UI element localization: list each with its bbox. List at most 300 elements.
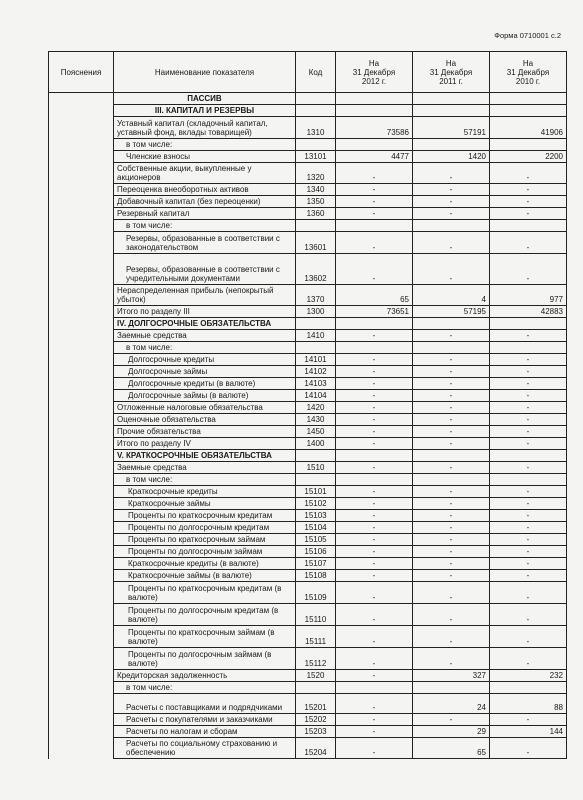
indicator-name-cell: Кредиторская задолженность xyxy=(114,670,296,682)
table-row xyxy=(49,438,567,450)
value-cell-2010: - xyxy=(490,486,567,498)
value-cell-2010: 41906 xyxy=(490,117,567,139)
indicator-name-cell: Расчеты с поставщиками и подрядчиками xyxy=(114,694,296,714)
table-row xyxy=(49,285,567,306)
indicator-name-cell: Резервы, образованные в соответствии с учредительными документами xyxy=(114,254,296,285)
notes-cell xyxy=(49,151,114,163)
value-cell-2010 xyxy=(490,139,567,151)
notes-cell xyxy=(49,626,114,648)
table-row xyxy=(49,474,567,486)
code-cell: 15204 xyxy=(296,738,336,759)
value-cell-2011: 4 xyxy=(413,285,490,306)
indicator-name-cell: Краткосрочные кредиты (в валюте) xyxy=(114,558,296,570)
code-cell: 15112 xyxy=(296,648,336,670)
table-row xyxy=(49,390,567,402)
code-cell: 15111 xyxy=(296,626,336,648)
value-cell-2011: - xyxy=(413,184,490,196)
value-cell-2010 xyxy=(490,105,567,117)
table-row xyxy=(49,163,567,184)
notes-cell xyxy=(49,694,114,714)
table-row xyxy=(49,208,567,220)
notes-cell xyxy=(49,232,114,254)
value-cell-2011: - xyxy=(413,714,490,726)
value-cell-2011 xyxy=(413,139,490,151)
value-cell-2010: - xyxy=(490,438,567,450)
table-row xyxy=(49,510,567,522)
table-row xyxy=(49,558,567,570)
indicator-name-cell: Проценты по долгосрочным кредитам xyxy=(114,522,296,534)
notes-cell xyxy=(49,184,114,196)
indicator-name-cell: Краткосрочные займы xyxy=(114,498,296,510)
value-cell-2012: - xyxy=(336,184,413,196)
code-cell xyxy=(296,93,336,105)
notes-cell xyxy=(49,438,114,450)
table-row xyxy=(49,714,567,726)
code-cell xyxy=(296,105,336,117)
table-row xyxy=(49,626,567,648)
value-cell-2012: - xyxy=(336,426,413,438)
value-cell-2011: - xyxy=(413,366,490,378)
value-cell-2012: - xyxy=(336,330,413,342)
table-row xyxy=(49,534,567,546)
value-cell-2011: - xyxy=(413,438,490,450)
value-cell-2012: - xyxy=(336,378,413,390)
notes-cell xyxy=(49,522,114,534)
value-cell-2010: - xyxy=(490,330,567,342)
code-cell: 15201 xyxy=(296,694,336,714)
table-row xyxy=(49,582,567,604)
table-row xyxy=(49,318,567,330)
indicator-name-cell: Проценты по долгосрочным займам xyxy=(114,546,296,558)
indicator-name-cell: Итого по разделу IV xyxy=(114,438,296,450)
indicator-name-cell: Резервный капитал xyxy=(114,208,296,220)
indicator-name-cell: Расчеты по социальному страхованию и обеспечению xyxy=(114,738,296,759)
value-cell-2012: - xyxy=(336,438,413,450)
notes-cell xyxy=(49,498,114,510)
indicator-name-cell: Переоценка внеоборотных активов xyxy=(114,184,296,196)
value-cell-2010: - xyxy=(490,208,567,220)
indicator-name-cell: Оценочные обязательства xyxy=(114,414,296,426)
table-row xyxy=(49,93,567,105)
table-row xyxy=(49,648,567,670)
value-cell-2010: - xyxy=(490,366,567,378)
value-cell-2010: - xyxy=(490,604,567,626)
indicator-name-cell: Долгосрочные кредиты (в валюте) xyxy=(114,378,296,390)
value-cell-2010: - xyxy=(490,462,567,474)
code-cell: 1430 xyxy=(296,414,336,426)
value-cell-2011 xyxy=(413,318,490,330)
table-row xyxy=(49,330,567,342)
notes-cell xyxy=(49,558,114,570)
value-cell-2010: 2200 xyxy=(490,151,567,163)
value-cell-2010: - xyxy=(490,184,567,196)
value-cell-2012: 4477 xyxy=(336,151,413,163)
code-cell: 14103 xyxy=(296,378,336,390)
indicator-name-cell: Краткосрочные займы (в валюте) xyxy=(114,570,296,582)
code-cell: 14104 xyxy=(296,390,336,402)
value-cell-2011: - xyxy=(413,510,490,522)
value-cell-2012: - xyxy=(336,414,413,426)
code-cell: 15109 xyxy=(296,582,336,604)
notes-cell xyxy=(49,570,114,582)
code-cell: 15107 xyxy=(296,558,336,570)
code-cell: 15102 xyxy=(296,498,336,510)
code-cell: 1520 xyxy=(296,670,336,682)
value-cell-2010: - xyxy=(490,534,567,546)
value-cell-2010: - xyxy=(490,163,567,184)
notes-cell xyxy=(49,330,114,342)
value-cell-2010: - xyxy=(490,378,567,390)
value-cell-2011: - xyxy=(413,570,490,582)
value-cell-2010: - xyxy=(490,498,567,510)
indicator-name-cell: ПАССИВ xyxy=(114,93,296,105)
value-cell-2011: - xyxy=(413,648,490,670)
notes-cell xyxy=(49,738,114,759)
table-row xyxy=(49,254,567,285)
code-cell: 14101 xyxy=(296,354,336,366)
notes-cell xyxy=(49,682,114,694)
value-cell-2012: - xyxy=(336,486,413,498)
table-row xyxy=(49,117,567,139)
table-row xyxy=(49,139,567,151)
code-cell xyxy=(296,220,336,232)
value-cell-2012 xyxy=(336,682,413,694)
value-cell-2012 xyxy=(336,450,413,462)
header-2011: На 31 Декабря 2011 г. xyxy=(413,52,490,93)
code-cell: 13601 xyxy=(296,232,336,254)
value-cell-2011: - xyxy=(413,208,490,220)
indicator-name-cell: Добавочный капитал (без переоценки) xyxy=(114,196,296,208)
value-cell-2012: - xyxy=(336,366,413,378)
notes-cell xyxy=(49,414,114,426)
value-cell-2011: 29 xyxy=(413,726,490,738)
notes-cell xyxy=(49,604,114,626)
value-cell-2012: - xyxy=(336,163,413,184)
value-cell-2012 xyxy=(336,474,413,486)
indicator-name-cell: Нераспределенная прибыль (непокрытый убыток) xyxy=(114,285,296,306)
value-cell-2010: 232 xyxy=(490,670,567,682)
value-cell-2011: - xyxy=(413,426,490,438)
code-cell: 15101 xyxy=(296,486,336,498)
table-row xyxy=(49,462,567,474)
value-cell-2011 xyxy=(413,93,490,105)
indicator-name-cell: Проценты по краткосрочным займам xyxy=(114,534,296,546)
value-cell-2012: 73651 xyxy=(336,306,413,318)
code-cell: 15104 xyxy=(296,522,336,534)
code-cell: 1510 xyxy=(296,462,336,474)
code-cell: 15202 xyxy=(296,714,336,726)
table-row xyxy=(49,670,567,682)
value-cell-2010: - xyxy=(490,510,567,522)
value-cell-2012: - xyxy=(336,462,413,474)
table-row xyxy=(49,366,567,378)
indicator-name-cell: Проценты по краткосрочным кредитам xyxy=(114,510,296,522)
table-row xyxy=(49,522,567,534)
table-row xyxy=(49,570,567,582)
code-cell: 13602 xyxy=(296,254,336,285)
indicator-name-cell: в том числе: xyxy=(114,474,296,486)
form-number-label: Форма 0710001 с.2 xyxy=(494,31,561,40)
value-cell-2011: 1420 xyxy=(413,151,490,163)
notes-cell xyxy=(49,714,114,726)
notes-cell xyxy=(49,254,114,285)
value-cell-2012: - xyxy=(336,558,413,570)
indicator-name-cell: Отложенные налоговые обязательства xyxy=(114,402,296,414)
value-cell-2011 xyxy=(413,220,490,232)
value-cell-2012: - xyxy=(336,546,413,558)
indicator-name-cell: Уставный капитал (складочный капитал, уставный фонд, вклады товарищей) xyxy=(114,117,296,139)
value-cell-2011 xyxy=(413,450,490,462)
table-row xyxy=(49,426,567,438)
code-cell xyxy=(296,342,336,354)
value-cell-2011: - xyxy=(413,163,490,184)
code-cell: 1400 xyxy=(296,438,336,450)
indicator-name-cell: в том числе: xyxy=(114,139,296,151)
value-cell-2010: - xyxy=(490,558,567,570)
indicator-name-cell: Итого по разделу III xyxy=(114,306,296,318)
code-cell: 15106 xyxy=(296,546,336,558)
indicator-name-cell: Долгосрочные кредиты xyxy=(114,354,296,366)
notes-cell xyxy=(49,474,114,486)
notes-cell xyxy=(49,510,114,522)
value-cell-2010: 42883 xyxy=(490,306,567,318)
code-cell xyxy=(296,474,336,486)
value-cell-2010 xyxy=(490,93,567,105)
indicator-name-cell: IV. ДОЛГОСРОЧНЫЕ ОБЯЗАТЕЛЬСТВА xyxy=(114,318,296,330)
value-cell-2010: - xyxy=(490,402,567,414)
code-cell: 15108 xyxy=(296,570,336,582)
table-row xyxy=(49,738,567,759)
code-cell xyxy=(296,318,336,330)
value-cell-2011: 57191 xyxy=(413,117,490,139)
header-code: Код xyxy=(296,52,336,93)
value-cell-2010 xyxy=(490,450,567,462)
notes-cell xyxy=(49,486,114,498)
table-row xyxy=(49,196,567,208)
table-header-row xyxy=(49,52,567,93)
indicator-name-cell: Расчеты с покупателями и заказчиками xyxy=(114,714,296,726)
code-cell: 15110 xyxy=(296,604,336,626)
value-cell-2011: - xyxy=(413,546,490,558)
notes-cell xyxy=(49,105,114,117)
notes-cell xyxy=(49,402,114,414)
table-row xyxy=(49,354,567,366)
value-cell-2010: - xyxy=(490,570,567,582)
value-cell-2011 xyxy=(413,342,490,354)
indicator-name-cell: Краткосрочные кредиты xyxy=(114,486,296,498)
code-cell: 1300 xyxy=(296,306,336,318)
value-cell-2011 xyxy=(413,474,490,486)
header-notes: Пояснения xyxy=(49,52,114,93)
notes-cell xyxy=(49,390,114,402)
notes-cell xyxy=(49,196,114,208)
value-cell-2010: - xyxy=(490,546,567,558)
notes-cell xyxy=(49,648,114,670)
table-row xyxy=(49,184,567,196)
table-row xyxy=(49,694,567,714)
code-cell: 1420 xyxy=(296,402,336,414)
value-cell-2010 xyxy=(490,474,567,486)
value-cell-2011: - xyxy=(413,486,490,498)
value-cell-2012 xyxy=(336,93,413,105)
notes-cell xyxy=(49,378,114,390)
indicator-name-cell: Проценты по долгосрочным кредитам (в валюте) xyxy=(114,604,296,626)
indicator-name-cell: Проценты по краткосрочным кредитам (в валюте) xyxy=(114,582,296,604)
value-cell-2011: - xyxy=(413,254,490,285)
code-cell xyxy=(296,682,336,694)
indicator-name-cell: Заемные средства xyxy=(114,462,296,474)
value-cell-2010 xyxy=(490,682,567,694)
notes-cell xyxy=(49,726,114,738)
value-cell-2012: - xyxy=(336,570,413,582)
value-cell-2011: - xyxy=(413,558,490,570)
value-cell-2010: - xyxy=(490,354,567,366)
indicator-name-cell: в том числе: xyxy=(114,220,296,232)
notes-cell xyxy=(49,139,114,151)
table-row xyxy=(49,498,567,510)
value-cell-2012: - xyxy=(336,648,413,670)
code-cell: 1410 xyxy=(296,330,336,342)
value-cell-2011: - xyxy=(413,582,490,604)
value-cell-2011: - xyxy=(413,626,490,648)
value-cell-2012 xyxy=(336,139,413,151)
code-cell: 1320 xyxy=(296,163,336,184)
code-cell xyxy=(296,450,336,462)
table-row xyxy=(49,232,567,254)
indicator-name-cell: Проценты по краткосрочным займам (в валюте) xyxy=(114,626,296,648)
value-cell-2010: - xyxy=(490,522,567,534)
value-cell-2010: - xyxy=(490,648,567,670)
table-row xyxy=(49,486,567,498)
value-cell-2012: 73586 xyxy=(336,117,413,139)
table-row xyxy=(49,402,567,414)
value-cell-2011: - xyxy=(413,232,490,254)
value-cell-2012: - xyxy=(336,738,413,759)
code-cell: 1310 xyxy=(296,117,336,139)
indicator-name-cell: Прочие обязательства xyxy=(114,426,296,438)
value-cell-2012: - xyxy=(336,196,413,208)
header-2010: На 31 Декабря 2010 г. xyxy=(490,52,567,93)
value-cell-2012: - xyxy=(336,510,413,522)
header-indicator-name: Наименование показателя xyxy=(114,52,296,93)
notes-cell xyxy=(49,670,114,682)
value-cell-2010: - xyxy=(490,232,567,254)
table-row xyxy=(49,682,567,694)
table-row xyxy=(49,450,567,462)
notes-cell xyxy=(49,220,114,232)
value-cell-2012: - xyxy=(336,670,413,682)
notes-cell xyxy=(49,366,114,378)
value-cell-2012: - xyxy=(336,402,413,414)
notes-cell xyxy=(49,450,114,462)
table-row xyxy=(49,105,567,117)
notes-cell xyxy=(49,117,114,139)
indicator-name-cell: в том числе: xyxy=(114,342,296,354)
notes-cell xyxy=(49,462,114,474)
table-row xyxy=(49,151,567,163)
header-2012: На 31 Декабря 2012 г. xyxy=(336,52,413,93)
value-cell-2012 xyxy=(336,342,413,354)
value-cell-2010: - xyxy=(490,426,567,438)
table-row xyxy=(49,220,567,232)
value-cell-2011: - xyxy=(413,390,490,402)
value-cell-2012: - xyxy=(336,498,413,510)
indicator-name-cell: в том числе: xyxy=(114,682,296,694)
value-cell-2012: - xyxy=(336,522,413,534)
value-cell-2011: - xyxy=(413,354,490,366)
notes-cell xyxy=(49,342,114,354)
notes-cell xyxy=(49,582,114,604)
value-cell-2011: 327 xyxy=(413,670,490,682)
code-cell: 1360 xyxy=(296,208,336,220)
notes-cell xyxy=(49,93,114,105)
table-body xyxy=(49,93,567,759)
value-cell-2012: - xyxy=(336,694,413,714)
indicator-name-cell: V. КРАТКОСРОЧНЫЕ ОБЯЗАТЕЛЬСТВА xyxy=(114,450,296,462)
value-cell-2010: 977 xyxy=(490,285,567,306)
code-cell: 15203 xyxy=(296,726,336,738)
value-cell-2012: - xyxy=(336,534,413,546)
value-cell-2012: - xyxy=(336,604,413,626)
indicator-name-cell: Расчеты по налогам и сборам xyxy=(114,726,296,738)
value-cell-2010: - xyxy=(490,626,567,648)
value-cell-2011: - xyxy=(413,330,490,342)
value-cell-2011: 65 xyxy=(413,738,490,759)
notes-cell xyxy=(49,163,114,184)
indicator-name-cell: Проценты по долгосрочным займам (в валюте) xyxy=(114,648,296,670)
value-cell-2010: - xyxy=(490,196,567,208)
table-row xyxy=(49,342,567,354)
value-cell-2010 xyxy=(490,220,567,232)
value-cell-2010 xyxy=(490,342,567,354)
table-row xyxy=(49,306,567,318)
value-cell-2011: - xyxy=(413,604,490,626)
indicator-name-cell: Долгосрочные займы (в валюте) xyxy=(114,390,296,402)
value-cell-2011: - xyxy=(413,498,490,510)
notes-cell xyxy=(49,306,114,318)
value-cell-2010: 88 xyxy=(490,694,567,714)
value-cell-2012: - xyxy=(336,254,413,285)
value-cell-2012: - xyxy=(336,714,413,726)
value-cell-2011: - xyxy=(413,462,490,474)
notes-cell xyxy=(49,546,114,558)
value-cell-2012 xyxy=(336,105,413,117)
value-cell-2010: - xyxy=(490,738,567,759)
notes-cell xyxy=(49,208,114,220)
indicator-name-cell: Резервы, образованные в соответствии с законодательством xyxy=(114,232,296,254)
indicator-name-cell: Заемные средства xyxy=(114,330,296,342)
value-cell-2010: - xyxy=(490,414,567,426)
value-cell-2012: - xyxy=(336,726,413,738)
value-cell-2012 xyxy=(336,318,413,330)
table-row xyxy=(49,414,567,426)
value-cell-2012 xyxy=(336,220,413,232)
value-cell-2011: 57195 xyxy=(413,306,490,318)
value-cell-2011: - xyxy=(413,522,490,534)
value-cell-2012: - xyxy=(336,390,413,402)
value-cell-2012: 65 xyxy=(336,285,413,306)
value-cell-2012: - xyxy=(336,626,413,648)
value-cell-2011: 24 xyxy=(413,694,490,714)
notes-cell xyxy=(49,426,114,438)
notes-cell xyxy=(49,534,114,546)
value-cell-2011: - xyxy=(413,378,490,390)
code-cell: 15103 xyxy=(296,510,336,522)
value-cell-2011: - xyxy=(413,414,490,426)
indicator-name-cell: III. КАПИТАЛ И РЕЗЕРВЫ xyxy=(114,105,296,117)
value-cell-2011: - xyxy=(413,196,490,208)
value-cell-2010 xyxy=(490,318,567,330)
